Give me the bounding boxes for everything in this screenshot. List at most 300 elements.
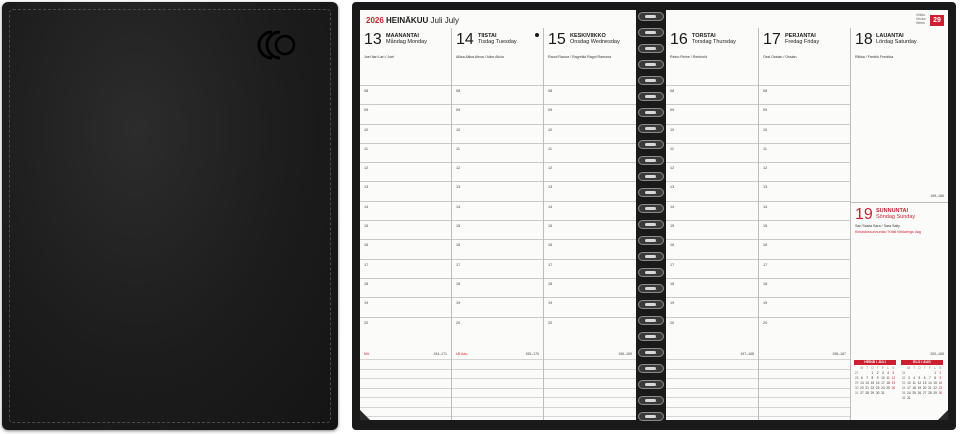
hour-label: 10 [456, 127, 461, 132]
day-number: 14 [456, 31, 474, 48]
binding-ring [638, 140, 664, 149]
name-days: Aliisa Aliisa Alexa / Alice Alicia [456, 55, 504, 59]
hour-row [544, 278, 636, 297]
hour-label: 16 [670, 243, 675, 248]
hour-label: 16 [763, 243, 768, 248]
hour-row [360, 201, 451, 220]
right-page [666, 10, 948, 420]
calendar-day: 1 [871, 371, 874, 375]
day-number: 16 [670, 31, 688, 48]
hour-row [759, 181, 850, 200]
hour-label: 17 [364, 262, 369, 267]
binding-ring [638, 28, 664, 37]
weekday-label: T [913, 366, 916, 370]
open-planner [352, 2, 956, 430]
month-label: HEINÄKUU [386, 16, 429, 25]
calendar-day: 31 [881, 391, 885, 395]
day-column [360, 28, 451, 420]
calendar-day: 9 [939, 376, 942, 380]
holiday-label: Kirkastussunnuntai / Kristi förklarings dag [855, 230, 921, 234]
hour-row [452, 201, 543, 220]
binding-ring [638, 60, 664, 69]
hour-label: 17 [670, 262, 675, 267]
day-count: 194–171 [433, 352, 447, 356]
note-line [666, 388, 758, 398]
calendar-day: 18 [912, 386, 916, 390]
name-days: Joel Ilari Lari / Joel [364, 55, 394, 59]
weekday-label: M [860, 366, 864, 370]
hour-row [360, 143, 451, 162]
note-line [544, 416, 636, 426]
day-header [360, 28, 451, 52]
hour-label: 10 [763, 127, 768, 132]
note-line [360, 407, 451, 417]
hour-row [452, 124, 543, 143]
hour-row [452, 143, 543, 162]
hour-row [452, 239, 543, 258]
hour-label: 12 [548, 166, 553, 171]
note-line [759, 416, 850, 426]
hour-label: 09 [763, 108, 768, 113]
day-name-fi: LAUANTAI [876, 33, 904, 39]
name-days: Reino Reine / Reinhold [670, 55, 707, 59]
footer-note: Ulf Adu. [456, 352, 469, 356]
hour-label: 19 [456, 301, 461, 306]
day-count: 198–167 [832, 352, 846, 356]
hour-row [759, 201, 850, 220]
hour-label: 09 [670, 108, 675, 113]
calendar-day: 13 [860, 381, 864, 385]
binding-ring [638, 396, 664, 405]
hour-label: 17 [763, 262, 768, 267]
calendar-day: 16 [938, 381, 943, 385]
week-number: 32 [901, 376, 906, 380]
hour-row [759, 297, 850, 316]
note-line [666, 407, 758, 417]
binding-ring [638, 92, 664, 101]
hour-row [544, 143, 636, 162]
day-footer [360, 352, 451, 359]
weekday-label: S [939, 366, 942, 370]
hour-row [544, 239, 636, 258]
hour-row [452, 317, 543, 336]
hour-label: 18 [456, 281, 461, 286]
sunday-box [851, 202, 948, 352]
day-count: 197–168 [740, 352, 754, 356]
hour-label: 19 [364, 301, 369, 306]
calendar-day: 7 [928, 376, 931, 380]
weekday-label: F [881, 366, 884, 370]
hour-label: 15 [548, 224, 553, 229]
mini-calendar [901, 360, 943, 401]
day-name-sv: Torsdag Thursday [692, 39, 736, 45]
calendar-day: 15 [870, 381, 875, 385]
hour-label: 13 [456, 185, 461, 190]
day-footer [452, 352, 543, 359]
note-line [544, 359, 636, 369]
week-number: 31 [854, 391, 859, 395]
day-number: 19 [855, 206, 873, 223]
hour-row [666, 162, 758, 181]
week-number-badge: 29 [930, 15, 944, 26]
day-header [666, 28, 758, 52]
note-line [759, 369, 850, 379]
hour-row [759, 239, 850, 258]
hour-row [666, 85, 758, 104]
binding-ring [638, 108, 664, 117]
calendar-day: 14 [928, 381, 932, 385]
hour-label: 15 [670, 224, 675, 229]
month-alt-label: Juli July [430, 16, 459, 25]
day-name-sv: Tisdag Tuesday [478, 39, 517, 45]
binding-ring [638, 188, 664, 197]
note-line [452, 416, 543, 426]
hour-row [759, 259, 850, 278]
mini-calendar-grid [901, 366, 943, 401]
day-name-fi: MAANANTAI [386, 33, 419, 39]
binding-ring [638, 332, 664, 341]
binding-ring [638, 236, 664, 245]
day-footer [544, 352, 636, 359]
note-line [452, 359, 543, 369]
calendar-day [891, 391, 896, 396]
binding-ring [638, 284, 664, 293]
hour-row [360, 297, 451, 316]
binding-ring [638, 364, 664, 373]
calendar-day: 30 [938, 391, 943, 395]
calendar-day: 29 [933, 391, 937, 395]
day-name-fi: KESKIVIIKKO [570, 33, 606, 39]
hour-row [544, 220, 636, 239]
hour-label: 16 [456, 243, 461, 248]
day-name-sv: Onsdag Wednesday [570, 39, 620, 45]
calendar-day: 28 [865, 391, 869, 395]
hour-row [666, 278, 758, 297]
calendar-day: 21 [865, 386, 869, 390]
week-number: 30 [854, 386, 859, 390]
day-number: 18 [855, 31, 873, 48]
hour-row [360, 104, 451, 123]
day-name-sv: Måndag Monday [386, 39, 427, 45]
note-line [666, 359, 758, 369]
hour-row [544, 181, 636, 200]
note-line [759, 388, 850, 398]
note-line [452, 388, 543, 398]
calendar-day: 10 [881, 376, 885, 380]
day-column [543, 28, 636, 420]
binding-ring [638, 268, 664, 277]
note-line [360, 359, 451, 369]
calendar-day: 4 [887, 371, 890, 375]
hour-label: 12 [670, 166, 675, 171]
note-lines [452, 359, 543, 426]
hour-row [360, 85, 451, 104]
calendar-day: 20 [860, 386, 864, 390]
mini-calendar-title: ELO / AUG [901, 360, 943, 365]
calendar-day: 5 [918, 376, 921, 380]
day-column [666, 28, 758, 420]
binding-ring [638, 204, 664, 213]
note-line [360, 369, 451, 379]
day-header [544, 28, 636, 52]
page-corner [938, 410, 948, 420]
hour-label: 18 [670, 281, 675, 286]
hour-row [360, 259, 451, 278]
note-line [759, 359, 850, 369]
hour-lines [452, 85, 543, 336]
hour-label: 09 [548, 108, 553, 113]
day-count: 199–166 [930, 194, 944, 198]
day-count: 195–170 [525, 352, 539, 356]
hour-row [544, 259, 636, 278]
name-days: Rauni Rauna / Ragnhild Ragni Ramona [548, 55, 612, 59]
hour-row [666, 201, 758, 220]
hour-row [544, 201, 636, 220]
day-name-fi: TORSTAI [692, 33, 716, 39]
hour-label: 16 [548, 243, 553, 248]
mini-calendar-grid [854, 366, 896, 396]
hour-lines [360, 85, 451, 336]
hour-row [666, 220, 758, 239]
calendar-day: 25 [912, 391, 916, 395]
hour-label: 11 [763, 146, 767, 151]
note-line [452, 378, 543, 388]
hour-row [544, 124, 636, 143]
hour-label: 20 [456, 320, 461, 325]
day-name-sv: Fredag Friday [785, 39, 820, 45]
planner-cover [2, 2, 338, 430]
hour-row [452, 85, 543, 104]
note-line [544, 369, 636, 379]
weekday-label: O [918, 366, 921, 370]
day-name-sv: Söndag Sunday [876, 214, 916, 220]
day-name-sv: Lördag Saturday [876, 39, 917, 45]
spiral-binding [636, 6, 666, 426]
hour-row [759, 85, 850, 104]
binding-ring [638, 300, 664, 309]
hour-row [666, 181, 758, 200]
day-number: 13 [364, 31, 382, 48]
hour-label: 10 [364, 127, 369, 132]
calendar-day: 29 [870, 391, 875, 395]
calendar-day: 10 [907, 381, 911, 385]
hour-row [666, 124, 758, 143]
hour-label: 12 [364, 166, 369, 171]
binding-ring [638, 316, 664, 325]
week-number: 31 [901, 371, 906, 375]
hour-label: 18 [548, 281, 553, 286]
hour-label: 14 [548, 204, 553, 209]
hour-row [360, 239, 451, 258]
hour-row [452, 220, 543, 239]
hour-label: 09 [364, 108, 369, 113]
note-line [544, 397, 636, 407]
hour-label: 13 [548, 185, 553, 190]
name-days: Ossi Ossian / Ossian [763, 55, 797, 59]
hour-label: 08 [456, 89, 461, 93]
calendar-day: 19 [917, 386, 922, 390]
calendar-day: 23 [875, 386, 880, 390]
day-column [758, 28, 850, 420]
calendar-day: 13 [922, 381, 927, 385]
hour-label: 10 [670, 127, 675, 132]
name-days: Sari Saara Sara / Sara Sally [855, 224, 900, 228]
hour-label: 12 [763, 166, 768, 171]
hour-row [360, 181, 451, 200]
hour-row [452, 104, 543, 123]
weekday-label: T [866, 366, 869, 370]
hour-row [759, 317, 850, 336]
week-number: 36 [901, 396, 906, 400]
calendar-day: 11 [886, 376, 890, 380]
calendar-day: 26 [917, 391, 922, 395]
hour-row [666, 239, 758, 258]
year-label: 2026 [366, 16, 384, 25]
day-footer [666, 352, 758, 359]
calendar-day: 12 [917, 381, 922, 385]
hour-row [759, 162, 850, 181]
week-number: 29 [854, 381, 859, 385]
calendar-day: 6 [923, 376, 926, 380]
hour-row [452, 162, 543, 181]
note-line [544, 407, 636, 417]
hour-label: 14 [456, 204, 461, 209]
hour-label: 11 [548, 146, 552, 151]
note-line [360, 378, 451, 388]
calendar-day: 17 [907, 386, 911, 390]
binding-ring [638, 348, 664, 357]
hour-label: 08 [670, 89, 675, 93]
day-footer [759, 352, 850, 359]
weekday-label: S [892, 366, 895, 370]
hour-label: 17 [456, 262, 461, 267]
note-lines [360, 359, 451, 426]
hour-row [544, 162, 636, 181]
hour-row [360, 278, 451, 297]
calendar-day: 14 [865, 381, 869, 385]
calendar-day: 27 [860, 391, 864, 395]
calendar-day: 30 [875, 391, 880, 395]
binding-ring [638, 412, 664, 421]
hour-row [544, 297, 636, 316]
calendar-day: 16 [875, 381, 880, 385]
calendar-day: 18 [886, 381, 890, 385]
day-column [451, 28, 543, 420]
binding-ring [638, 380, 664, 389]
calendar-day: 23 [938, 386, 943, 390]
mini-calendar-title: HEINÄ / JULI [854, 360, 896, 365]
note-line [666, 378, 758, 388]
hour-label: 19 [670, 301, 675, 306]
hour-label: 11 [456, 146, 460, 151]
hour-row [544, 85, 636, 104]
hour-label: 15 [364, 224, 369, 229]
calendar-day: 6 [860, 376, 863, 380]
note-line [759, 407, 850, 417]
hour-label: 08 [763, 89, 768, 93]
note-line [666, 397, 758, 407]
weekday-label: L [934, 366, 937, 370]
hour-row [759, 278, 850, 297]
binding-ring [638, 124, 664, 133]
binding-ring [638, 12, 664, 21]
hour-label: 19 [548, 301, 553, 306]
hour-lines [759, 85, 850, 336]
weekday-label: T [876, 366, 879, 370]
calendar-day: 20 [922, 386, 927, 390]
calendar-day: 1 [934, 371, 937, 375]
hour-label: 19 [763, 301, 768, 306]
week-number: 34 [901, 386, 906, 390]
brand-logo-icon [256, 29, 298, 61]
hour-row [360, 220, 451, 239]
calendar-day: 3 [881, 371, 884, 375]
day-header [452, 28, 543, 52]
hour-label: 18 [364, 281, 369, 286]
day-number: 17 [763, 31, 781, 48]
hour-lines [666, 85, 758, 336]
calendar-day: 12 [891, 376, 896, 380]
mini-calendar [854, 360, 896, 396]
day-number: 15 [548, 31, 566, 48]
hour-label: 15 [456, 224, 461, 229]
hour-label: 14 [364, 204, 369, 209]
weekday-label: T [923, 366, 926, 370]
hour-row [666, 259, 758, 278]
note-lines [666, 359, 758, 426]
day-count: 196–169 [618, 352, 632, 356]
day-name-fi: PERJANTAI [785, 33, 816, 39]
day-header [851, 28, 948, 52]
weekday-label: F [928, 366, 931, 370]
calendar-day [938, 396, 943, 401]
hour-label: 17 [548, 262, 553, 267]
page-corner [360, 410, 370, 420]
mini-calendars [854, 360, 945, 426]
weekday-label: L [887, 366, 890, 370]
hour-label: 12 [456, 166, 461, 171]
weekday-label: M [907, 366, 911, 370]
calendar-day: 28 [928, 391, 932, 395]
hour-row [759, 143, 850, 162]
note-line [544, 378, 636, 388]
calendar-day: 8 [871, 376, 874, 380]
binding-ring [638, 156, 664, 165]
name-days: Riikka / Fredrik Fredrika [855, 55, 894, 59]
hour-label: 08 [548, 89, 553, 93]
week-number: 33 [901, 381, 906, 385]
footer-note: Mit. [364, 352, 370, 356]
hour-label: 18 [763, 281, 768, 286]
day-header [759, 28, 850, 52]
hour-label: 13 [670, 185, 675, 190]
hour-label: 20 [548, 320, 553, 325]
hour-label: 10 [548, 127, 553, 132]
note-line [452, 397, 543, 407]
calendar-day: 21 [928, 386, 932, 390]
hour-row [452, 297, 543, 316]
calendar-day: 2 [939, 371, 942, 375]
calendar-day: 3 [907, 376, 910, 380]
hour-label: 11 [670, 146, 674, 151]
calendar-day: 25 [886, 386, 890, 390]
moon-phase-icon [535, 33, 539, 37]
calendar-day: 8 [934, 376, 937, 380]
note-lines [759, 359, 850, 426]
note-line [666, 416, 758, 426]
hour-row [666, 317, 758, 336]
week-number: 35 [901, 391, 906, 395]
